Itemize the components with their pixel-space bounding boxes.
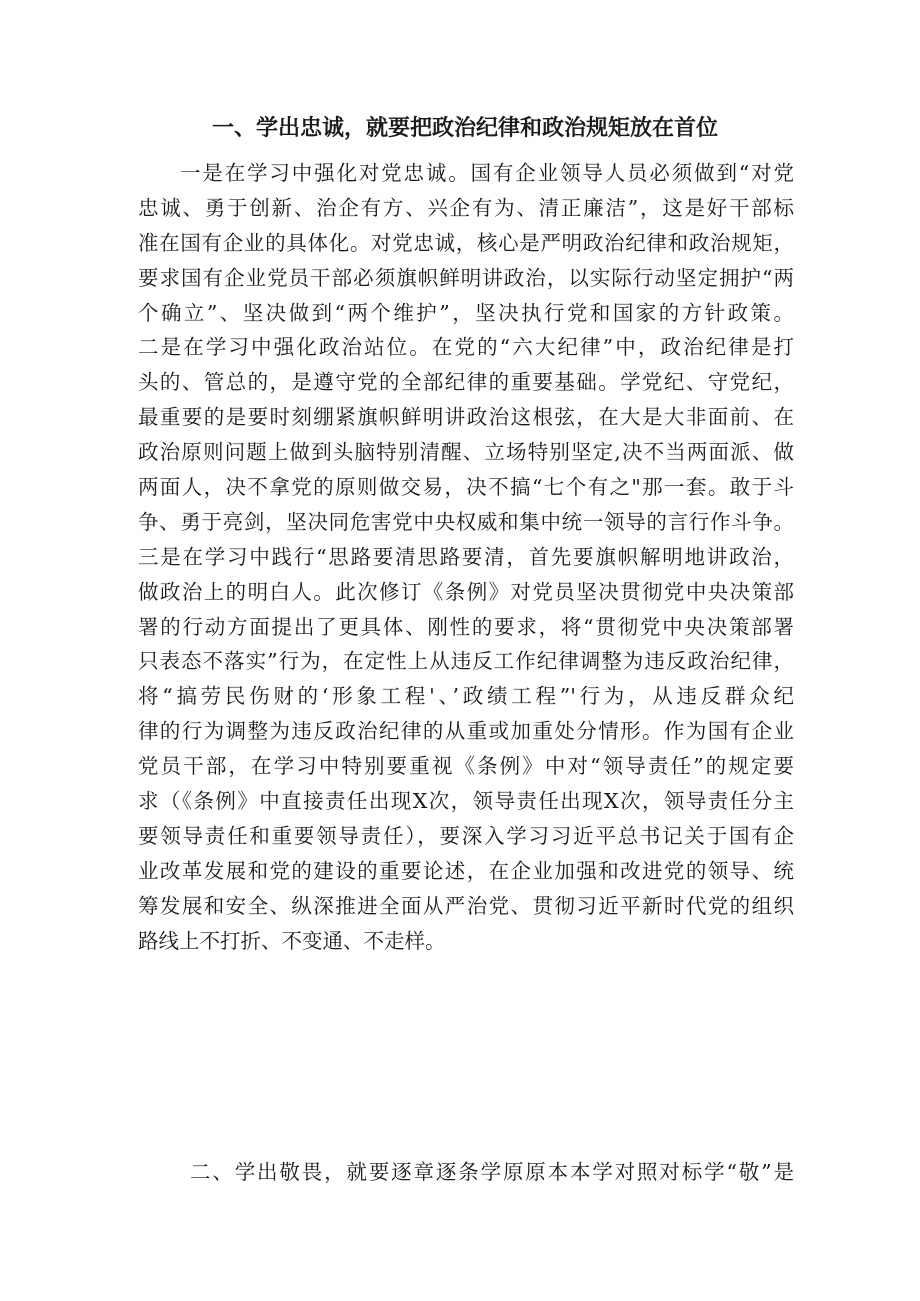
paragraph-line: 路线上不打折、不变通、不走样。 [138,928,446,953]
paragraph-line: 求（《条例》中直接责任出现X次，领导责任出现X次，领导责任分主 [138,789,794,814]
paragraph-line: 忠诚、勇于创新、治企有方、兴企有为、清正廉洁”，这是好干部标 [138,195,794,220]
paragraph-line: 要领导责任和重要领导责任），要深入学习习近平总书记关于国有企 [138,823,794,848]
paragraph-line: 党员干部，在学习中特别要重视《条例》中对“领导责任”的规定要 [138,754,794,779]
paragraph-line: 筹发展和安全、纵深推进全面从严治党、贯彻习近平新时代党的组织 [138,893,794,918]
paragraph-line: 只表态不落实”行为，在定性上从违反工作纪律调整为违反政治纪律， [138,649,794,674]
paragraph-line: 最重要的是要时刻绷紧旗帜鲜明讲政治这根弦，在大是大非面前、在 [138,405,794,430]
paragraph-line: 个确立”、坚决做到“两个维护”，坚决执行党和国家的方针政策。 [138,300,794,325]
paragraph-line: 一是在学习中强化对党忠诚。国有企业领导人员必须做到“对党 [180,161,794,185]
paragraph-line: 做政治上的明白人。此次修订《条例》对党员坚决贯彻党中央决策部 [138,579,794,604]
section-2-body [138,1155,794,1190]
section-heading-2-line: 二、学出敬畏，就要逐章逐条学原原本本学对照对标学“敬”是 [190,1160,794,1184]
paragraph-line: 三是在学习中践行“思路要清思路要清，首先要旗帜解明地讲政治， [138,544,794,569]
paragraph-line: 业改革发展和党的建设的重要论述，在企业加强和改进党的领导、统 [138,858,794,883]
section-heading-1: 一、学出忠诚，就要把政治纪律和政治规矩放在首位 [211,116,718,141]
paragraph-line: 政治原则问题上做到头脑特别清醒、立场特别坚定,决不当两面派、做 [138,440,794,465]
paragraph-line: 署的行动方面提出了更具体、刚性的要求，将“贯彻党中央决策部署 [138,614,794,639]
paragraph-line: 律的行为调整为违反政治纪律的从重或加重处分情形。作为国有企业 [138,719,794,744]
paragraph-line: 要求国有企业党员干部必须旗帜鲜明讲政治，以实际行动坚定拥护“两 [138,265,794,290]
paragraph-line: 将“搞劳民伤财的‘形象工程'、’政绩工程”'行为，从违反群众纪 [138,684,794,709]
paragraph-line: 两面人，决不拿党的原则做交易，决不搞“七个有之"那一套。敢于斗 [138,475,794,500]
paragraph-line: 争、勇于亮剑，坚决同危害党中央权威和集中统一领导的言行作斗争。 [138,509,794,534]
paragraph-line: 二是在学习中强化政治站位。在党的“六大纪律”中，政治纪律是打 [138,335,794,360]
paragraph-line: 头的、管总的，是遵守党的全部纪律的重要基础。学党纪、守党纪， [138,370,794,395]
paragraph-line: 准在国有企业的具体化。对党忠诚，核心是严明政治纪律和政治规矩， [138,230,794,255]
section-1-body [138,156,794,958]
